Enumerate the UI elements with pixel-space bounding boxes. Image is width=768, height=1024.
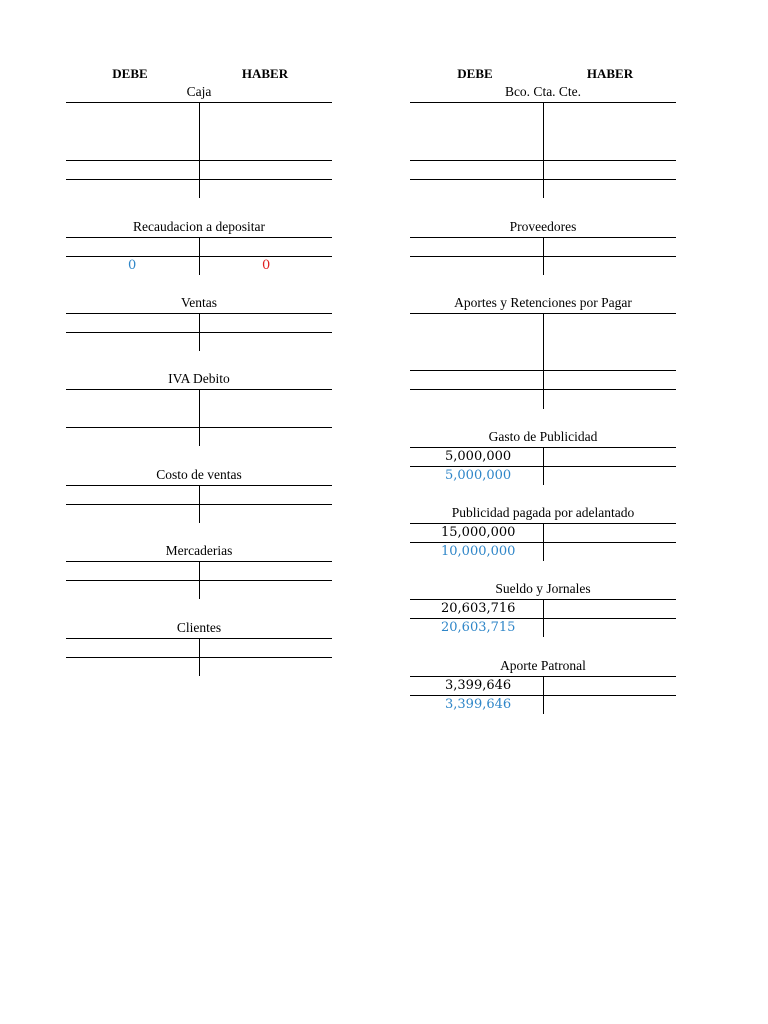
- account-title: Caja: [186, 84, 212, 99]
- total-debe: 5,000,000: [445, 468, 512, 483]
- total-rule: [66, 160, 332, 161]
- total-rule: [410, 256, 676, 257]
- account-title: Clientes: [176, 620, 222, 635]
- account-title: IVA Debito: [168, 371, 230, 386]
- account-title: Publicidad pagada por adelantado: [451, 505, 635, 520]
- account-divider: [543, 313, 544, 409]
- account-divider: [199, 389, 200, 446]
- left-haber-header: HABER: [241, 66, 289, 81]
- account-title: Proveedores: [509, 219, 577, 234]
- balance-rule: [410, 179, 676, 180]
- account-title: Sueldo y Jornales: [495, 581, 591, 596]
- total-rule: [66, 256, 332, 257]
- account-title: Aporte Patronal: [500, 658, 586, 673]
- total-debe: 0: [128, 258, 137, 273]
- debe-entry: 20,603,716: [441, 601, 516, 616]
- total-rule: [66, 504, 332, 505]
- account-title: Aportes y Retenciones por Pagar: [454, 295, 632, 310]
- account-title: Ventas: [181, 295, 217, 310]
- total-haber: 0: [262, 258, 271, 273]
- left-debe-header: DEBE: [112, 66, 148, 81]
- account-divider: [199, 102, 200, 198]
- account-title: Gasto de Publicidad: [488, 429, 598, 444]
- account-divider: [543, 102, 544, 198]
- account-title: Bco. Cta. Cte.: [504, 84, 582, 99]
- total-rule: [66, 580, 332, 581]
- balance-rule: [66, 179, 332, 180]
- debe-entry: 15,000,000: [441, 525, 516, 540]
- total-rule: [410, 160, 676, 161]
- total-debe: 20,603,715: [441, 620, 516, 635]
- balance-rule: [410, 389, 676, 390]
- right-debe-header: DEBE: [457, 66, 493, 81]
- total-rule: [66, 332, 332, 333]
- account-title: Recaudacion a depositar: [133, 219, 265, 234]
- total-debe: 10,000,000: [441, 544, 516, 559]
- total-rule: [410, 370, 676, 371]
- total-rule: [66, 657, 332, 658]
- account-title: Mercaderias: [165, 543, 233, 558]
- right-haber-header: HABER: [586, 66, 634, 81]
- debe-entry: 5,000,000: [445, 449, 512, 464]
- total-debe: 3,399,646: [445, 697, 512, 712]
- total-rule: [66, 427, 332, 428]
- debe-entry: 3,399,646: [445, 678, 512, 693]
- account-title: Costo de ventas: [156, 467, 242, 482]
